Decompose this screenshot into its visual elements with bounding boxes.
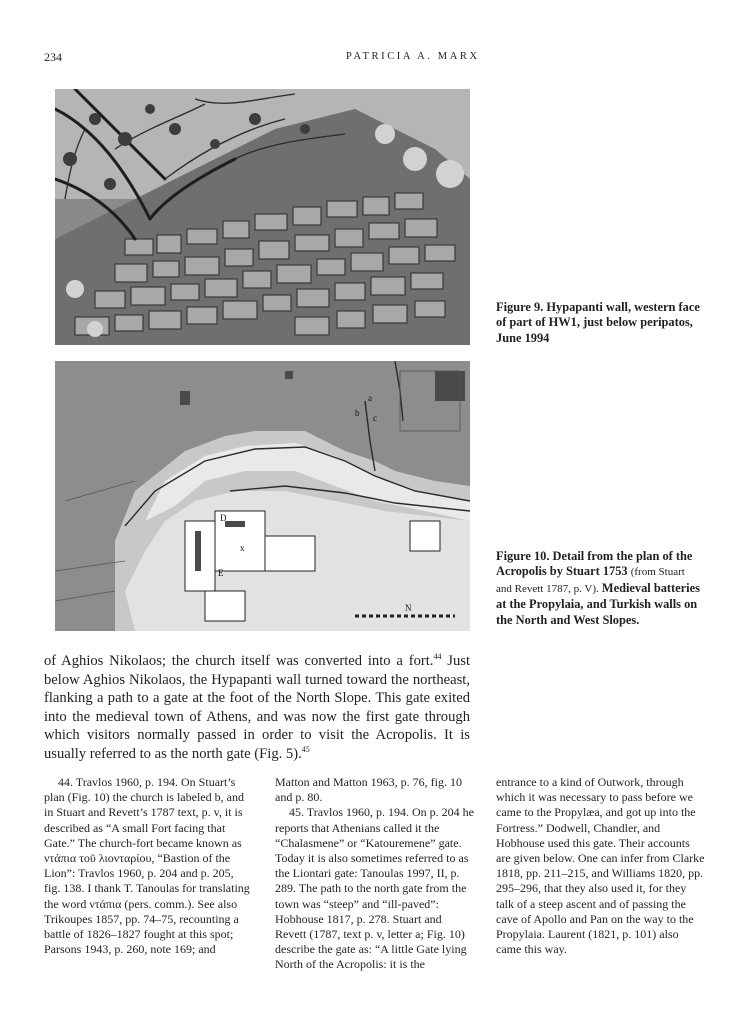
body-text-part-1: of Aghios Nikolaos; the church itself was converted into a fort. <box>44 653 434 669</box>
footnote-ref-44: 44 <box>433 652 442 662</box>
body-paragraph <box>44 652 470 764</box>
figure-10-caption <box>496 549 701 628</box>
plan-label-e: E <box>218 568 224 578</box>
figure-10-caption-source: (from Stuart and Revett 1787, p. V). <box>496 566 685 595</box>
plan-label-b: b <box>355 408 360 418</box>
footnote-44-continued: Matton and Matton 1963, p. 76, fig. 10 and p. 80. <box>275 775 462 805</box>
running-head: PATRICIA A. MARX <box>346 51 480 62</box>
footnote-45-continued: entrance to a kind of Outwork, through which it was necessary to pass before we came to the Propylæa, and got up into the Fortress.” Dodwell, Chandler, and Hobhouse used this gate. Their accounts are given below. One can infer from Clarke 1818, pp. 211–215, and Williams 1820, pp. 295–296, that they also used it, for they talk of a steep ascent and of passing the cave of Apollo and Pan on the way to the Propylaia. Laurent (1821, p. 101) also came this way. <box>496 775 705 957</box>
figure-10-caption-title: Figure 10. Detail from the plan of the Acropolis by Stuart 1753 <box>496 549 693 579</box>
body-text-part-2: Just below Aghios Nikolaos, the Hypapanti wall turned toward the northeast, flanking a path to a gate at the foot of the North Slope. This gate exited into the medieval town of Athens, and was now the first gate through which visitors normally passed in order to visit the Acropolis. It is usually referred to as the north gate (Fig. 5). <box>44 653 470 762</box>
footnote-45: 45. Travlos 1960, p. 194. On p. 204 he reports that Athenians called it the “Chalasmene” or “Katouremene” gate. Today it is also sometimes referred to as the Liontari gate: Tanoulas 1997, II, p. 289. The path to the north gate from the town was “steep” and “ill-paved”: Hobhouse 1817, p. 278. Stuart and Revett (1787, text p. v, letter a; Fig. 10) describe the gate as: “A little Gate lying North of the Acropolis: it is the <box>275 805 475 972</box>
plan-label-a: a <box>368 393 372 403</box>
figure-10-caption-description: Medieval batteries at the Propylaia, and Turkish walls on the North and West Slopes. <box>496 580 700 627</box>
notes-column-1 <box>44 775 252 957</box>
plan-label-d: D <box>220 513 227 523</box>
notes-column-3 <box>496 775 706 957</box>
figure-9-photo <box>55 89 470 345</box>
plan-label-n: N <box>405 603 412 613</box>
page-number: 234 <box>44 50 62 64</box>
footnote-ref-45: 45 <box>301 745 310 755</box>
wall-photo-image <box>55 89 470 345</box>
figure-9-caption: Figure 9. Hypapanti wall, western face of part of HW1, just below peripatos, June 1994 <box>496 300 700 345</box>
figure-10-plan <box>55 361 470 631</box>
notes-column-2 <box>275 775 475 973</box>
plan-label-c: c <box>373 413 377 423</box>
footnote-44: 44. Travlos 1960, p. 194. On Stuart’s plan (Fig. 10) the church is labeled b, and in Stuart and Revett’s 1787 text, p. v, it is described as “A small Fort facing that Gate.” The church-fort became known as ντάπια τοῦ λιονταρίου, “Bastion of the Lion”: Travlos 1960, p. 204 and p. 205, fig. 138. I thank T. Tanoulas for translating the word ντάπια (pers. comm.). See also Trikoupes 1857, pp. 74–75, recounting a battle of 1826–1827 fought at this spot; Parsons 1943, p. 260, note 169; and <box>44 775 250 957</box>
acropolis-plan-image <box>55 361 470 631</box>
plan-label-x: x <box>240 543 245 553</box>
